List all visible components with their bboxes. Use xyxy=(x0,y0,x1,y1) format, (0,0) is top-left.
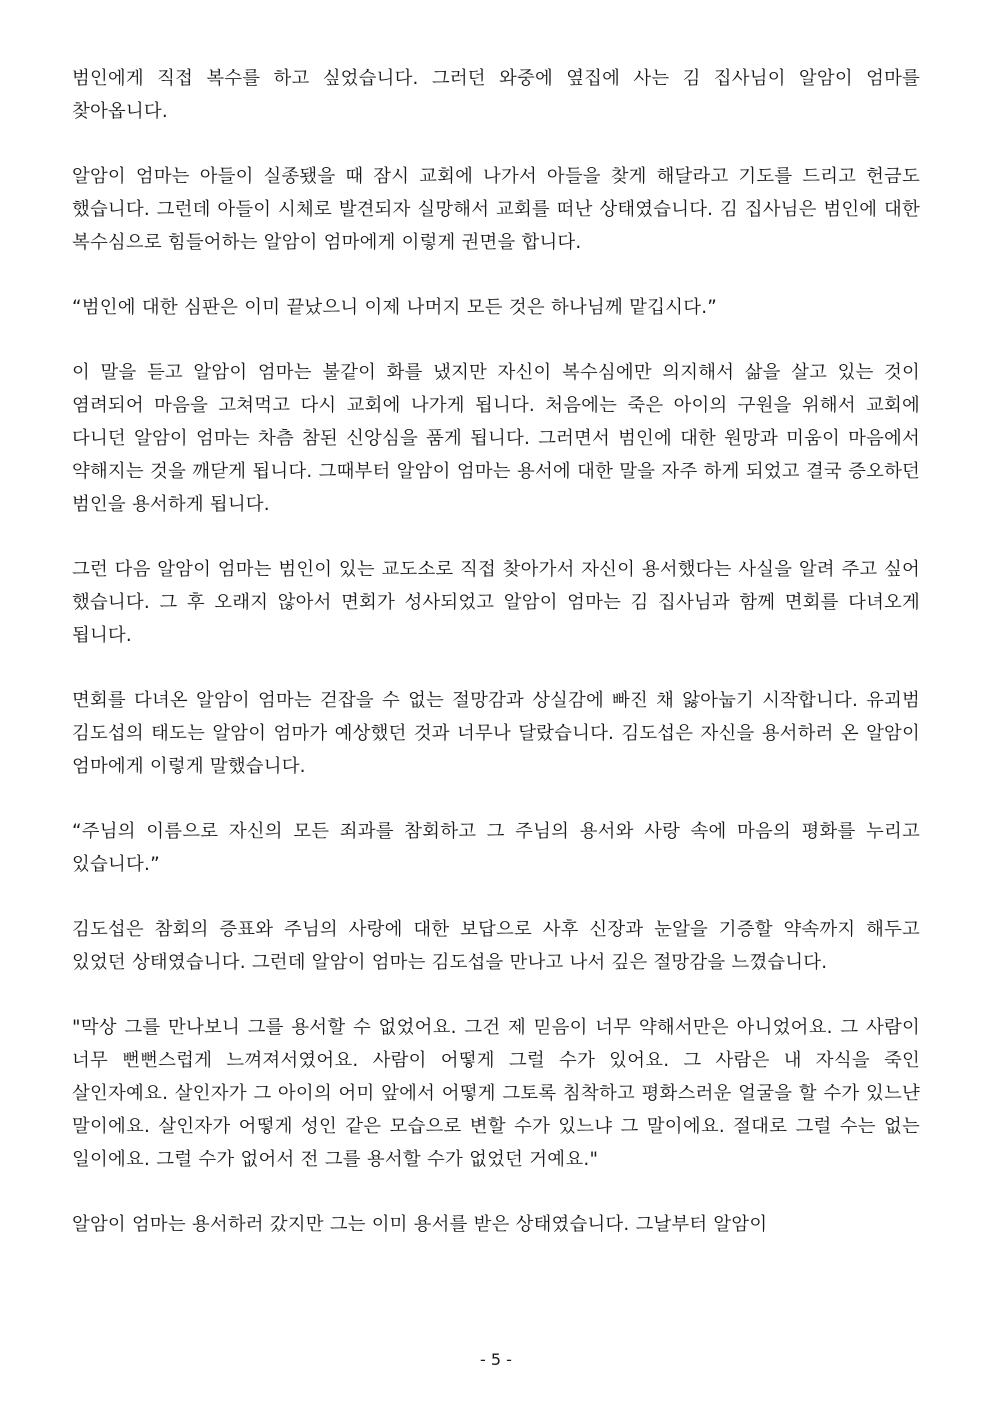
paragraph-7: 알암이 엄마는 용서하러 갔지만 그는 이미 용서를 받은 상태였습니다. 그날부터 알암이 xyxy=(72,1214,768,1235)
paragraph-5: 면회를 다녀온 알암이 엄마는 걷잡을 수 없는 절망감과 상실감에 빠진 채 앓아눕기 시작합니다. 유괴범 김도섭의 태도는 알암이 엄마가 예상했던 것과 너무나 달랐습니다. 김도섭은 자신을 용서하러 온 알암이 엄마에게 이렇게 말했습니다. xyxy=(72,690,920,777)
paragraph-1: 범인에게 직접 복수를 하고 싶었습니다. 그러던 와중에 옆집에 사는 김 집사님이 알암이 엄마를 찾아옵니다. xyxy=(72,68,920,122)
page-number: - 5 - xyxy=(480,1350,512,1369)
document-page xyxy=(72,62,920,1273)
paragraph-4: 그런 다음 알암이 엄마는 범인이 있는 교도소로 직접 찾아가서 자신이 용서했다는 사실을 알려 주고 싶어 했습니다. 그 후 오래지 않아서 면회가 성사되었고 알암이 엄마는 김 집사님과 함께 면회를 다녀오게 됩니다. xyxy=(72,559,920,646)
quote-paragraph-3: "막상 그를 만나보니 그를 용서할 수 없었어요. 그건 제 믿음이 너무 약해서만은 아니었어요. 그 사람이 너무 뻔뻔스럽게 느껴져서였어요. 사람이 어떻게 그럴 수가 있어요. 그 사람은 내 자식을 죽인 살인자예요. 살인자가 그 아이의 어미 앞에서 어떻게 그토록 침착하고 평화스러운 얼굴을 할 수가 있느냔 말이에요. 살인자가 어떻게 성인 같은 모습으로 변할 수가 있느냐 그 말이에요. 절대로 그럴 수는 없는 일이에요. 그럴 수가 없어서 전 그를 용서할 수가 없었던 거예요." xyxy=(72,1017,920,1170)
quote-paragraph-1: “범인에 대한 심판은 이미 끝났으니 이제 나머지 모든 것은 하나님께 맡깁시다.” xyxy=(72,297,718,318)
paragraph-3: 이 말을 듣고 알암이 엄마는 불같이 화를 냈지만 자신이 복수심에만 의지해서 삶을 살고 있는 것이 염려되어 마음을 고쳐먹고 다시 교회에 나가게 됩니다. 처음에는 죽은 아이의 구원을 위해서 교회에 다니던 알암이 엄마는 차츰 참된 신앙심을 품게 됩니다. 그러면서 범인에 대한 원망과 미움이 마음에서 약해지는 것을 깨닫게 됩니다. 그때부터 알암이 엄마는 용서에 대한 말을 자주 하게 되었고 결국 증오하던 범인을 용서하게 됩니다. xyxy=(72,362,920,515)
paragraph-2: 알암이 엄마는 아들이 실종됐을 때 잠시 교회에 나가서 아들을 찾게 해달라고 기도를 드리고 헌금도 했습니다. 그런데 아들이 시체로 발견되자 실망해서 교회를 떠난 상태였습니다. 김 집사님은 범인에 대한 복수심으로 힘들어하는 알암이 엄마에게 이렇게 권면을 합니다. xyxy=(72,166,920,253)
paragraph-6: 김도섭은 참회의 증표와 주님의 사랑에 대한 보답으로 사후 신장과 눈알을 기증할 약속까지 해두고 있었던 상태였습니다. 그런데 알암이 엄마는 김도섭을 만나고 나서 깊은 절망감을 느꼈습니다. xyxy=(72,919,920,973)
quote-paragraph-2: “주님의 이름으로 자신의 모든 죄과를 참회하고 그 주님의 용서와 사랑 속에 마음의 평화를 누리고 있습니다.” xyxy=(72,821,920,875)
